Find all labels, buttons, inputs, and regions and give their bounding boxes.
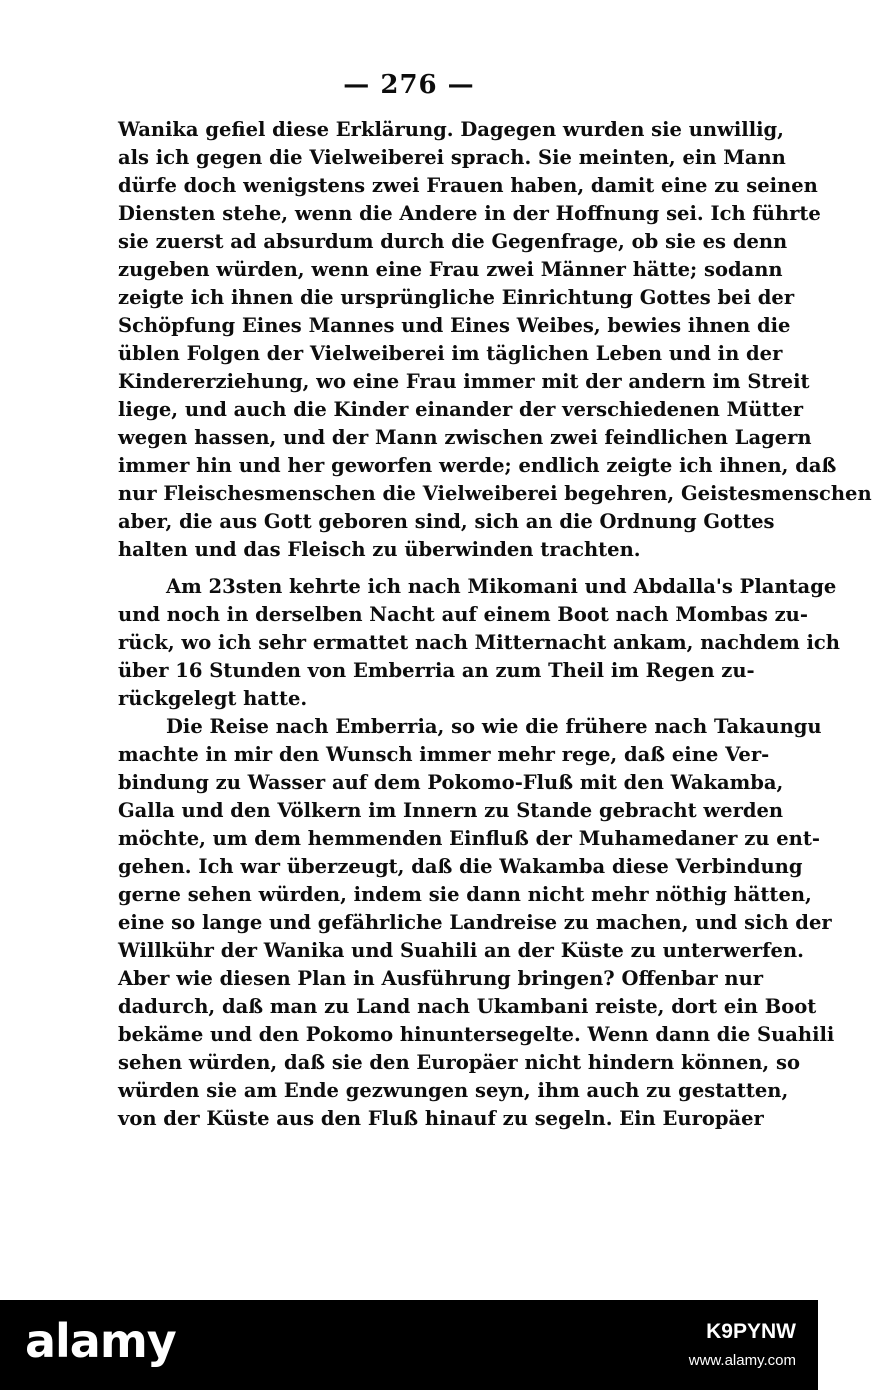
text-line: halten und das Fleisch zu überwinden trachten. bbox=[118, 538, 641, 561]
text-line: sie zuerst ad absurdum durch die Gegenfrage, ob sie es denn bbox=[118, 230, 788, 253]
paragraph-3 bbox=[118, 713, 835, 1133]
text-line: Diensten stehe, wenn die Andere in der Hoffnung sei. Ich führte bbox=[118, 202, 821, 225]
watermark-footer bbox=[0, 1300, 818, 1390]
footer-url: www.alamy.com bbox=[688, 1352, 796, 1369]
text-line: machte in mir den Wunsch immer mehr rege, daß eine Ver- bbox=[118, 743, 770, 766]
text-line: rück, wo ich sehr ermattet nach Mitternacht ankam, nachdem ich bbox=[118, 631, 840, 654]
text-line: liege, und auch die Kinder einander der verschiedenen Mütter bbox=[118, 398, 804, 421]
text-line: bekäme und den Pokomo hinuntersegelte. Wenn dann die Suahili bbox=[118, 1023, 835, 1046]
text-line: über 16 Stunden von Emberria an zum Theil im Regen zu- bbox=[118, 659, 755, 682]
text-line: Kindererziehung, wo eine Frau immer mit der andern im Streit bbox=[118, 370, 810, 393]
text-line: sehen würden, daß sie den Europäer nicht hindern können, so bbox=[118, 1051, 800, 1074]
page-number: — 276 — bbox=[343, 70, 475, 100]
text-line: zeigte ich ihnen die ursprüngliche Einrichtung Gottes bei der bbox=[118, 286, 795, 309]
text-line: von der Küste aus den Fluß hinauf zu segeln. Ein Europäer bbox=[118, 1107, 764, 1130]
text-line: und noch in derselben Nacht auf einem Boot nach Mombas zu- bbox=[118, 603, 808, 626]
text-line: aber, die aus Gott geboren sind, sich an die Ordnung Gottes bbox=[118, 510, 775, 533]
text-line: dadurch, daß man zu Land nach Ukambani reiste, dort ein Boot bbox=[118, 995, 817, 1018]
text-line: üblen Folgen der Vielweiberei im täglichen Leben und in der bbox=[118, 342, 783, 365]
text-line: möchte, um dem hemmenden Einfluß der Muhamedaner zu ent- bbox=[118, 827, 820, 850]
text-line: Willkühr der Wanika und Suahili an der Küste zu unterwerfen. bbox=[118, 939, 804, 962]
text-line: bindung zu Wasser auf dem Pokomo-Fluß mit den Wakamba, bbox=[118, 771, 784, 794]
text-line: Schöpfung Eines Mannes und Eines Weibes, bewies ihnen die bbox=[118, 314, 791, 337]
text-line: rückgelegt hatte. bbox=[118, 687, 308, 710]
alamy-logo: alamy bbox=[25, 1314, 176, 1368]
text-line: Am 23sten kehrte ich nach Mikomani und Abdalla's Plantage bbox=[166, 575, 837, 598]
text-line: als ich gegen die Vielweiberei sprach. Sie meinten, ein Mann bbox=[118, 146, 786, 169]
text-line: Wanika gefiel diese Erklärung. Dagegen wurden sie unwillig, bbox=[118, 118, 784, 141]
image-id: K9PYNW bbox=[706, 1320, 796, 1343]
paragraph-1 bbox=[118, 116, 872, 564]
text-line: dürfe doch wenigstens zwei Frauen haben, damit eine zu seinen bbox=[118, 174, 818, 197]
text-line: würden sie am Ende gezwungen seyn, ihm auch zu gestatten, bbox=[118, 1079, 789, 1102]
text-line: Galla und den Völkern im Innern zu Stande gebracht werden bbox=[118, 799, 784, 822]
text-line: zugeben würden, wenn eine Frau zwei Männer hätte; sodann bbox=[118, 258, 783, 281]
text-line: gehen. Ich war überzeugt, daß die Wakamba diese Verbindung bbox=[118, 855, 803, 878]
text-line: gerne sehen würden, indem sie dann nicht mehr nöthig hätten, bbox=[118, 883, 812, 906]
text-line: wegen hassen, und der Mann zwischen zwei feindlichen Lagern bbox=[118, 426, 812, 449]
text-line: immer hin und her geworfen werde; endlich zeigte ich ihnen, daß bbox=[118, 454, 837, 477]
text-line: Aber wie diesen Plan in Ausführung bringen? Offenbar nur bbox=[118, 967, 764, 990]
text-line: Die Reise nach Emberria, so wie die frühere nach Takaungu bbox=[166, 715, 822, 738]
text-line: eine so lange und gefährliche Landreise zu machen, und sich der bbox=[118, 911, 832, 934]
text-line: nur Fleischesmenschen die Vielweiberei begehren, Geistesmenschen bbox=[118, 482, 872, 505]
paragraph-2 bbox=[118, 573, 840, 713]
